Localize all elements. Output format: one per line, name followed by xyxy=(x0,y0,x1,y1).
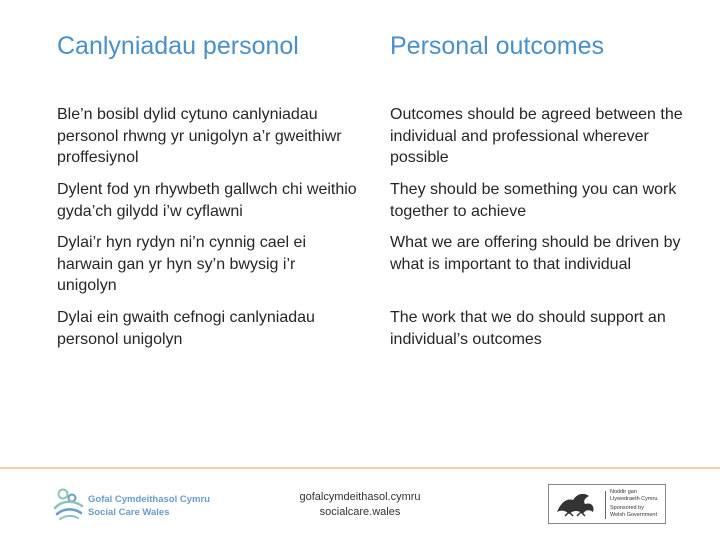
sponsor-english-text: Sponsored by Welsh Government xyxy=(610,505,657,518)
english-paragraph-1: Outcomes should be agreed between the individual and professional wherever possible xyxy=(390,106,683,166)
english-paragraph-3: What we are offering should be driven by what is important to that individual xyxy=(390,234,681,273)
footer-divider xyxy=(0,467,720,469)
welsh-paragraph-3: Dylai’r hyn rydyn ni’n cynnig cael ei harwain gan yr hyn sy’n bwysig i’r unigolyn xyxy=(57,234,306,294)
social-care-wales-logo xyxy=(52,486,212,522)
english-paragraph-2: They should be something you can work together to achieve xyxy=(390,181,677,220)
footer-websites xyxy=(260,490,460,520)
welsh-paragraph-1: Ble’n bosibl dylid cytuno canlyniadau personol rhwng yr unigolyn a’r gweithiwr proffesiynol xyxy=(57,106,342,166)
welsh-paragraph-2: Dylent fod yn rhywbeth gallwch chi weithio gyda’ch gilydd i’w cyflawni xyxy=(57,181,357,220)
welsh-dragon-icon xyxy=(553,488,599,520)
sponsor-welsh-text: Noddir gan Llywodraeth Cymru xyxy=(610,489,658,502)
welsh-heading: Canlyniadau personol xyxy=(57,32,299,60)
social-care-wales-emblem-icon xyxy=(52,486,86,522)
website-english-link[interactable]: socialcare.wales xyxy=(319,506,401,518)
logo-welsh-name: Gofal Cymdeithasol Cymru xyxy=(88,494,210,505)
welsh-government-logo xyxy=(548,484,666,524)
english-paragraph-4: The work that we do should support an individual’s outcomes xyxy=(390,309,666,348)
logo-divider xyxy=(605,491,606,519)
english-heading: Personal outcomes xyxy=(390,32,605,60)
logo-english-name: Social Care Wales xyxy=(88,507,170,518)
website-welsh-link[interactable]: gofalcymdeithasol.cymru xyxy=(299,491,421,503)
welsh-paragraph-4: Dylai ein gwaith cefnogi canlyniadau personol unigolyn xyxy=(57,309,315,348)
